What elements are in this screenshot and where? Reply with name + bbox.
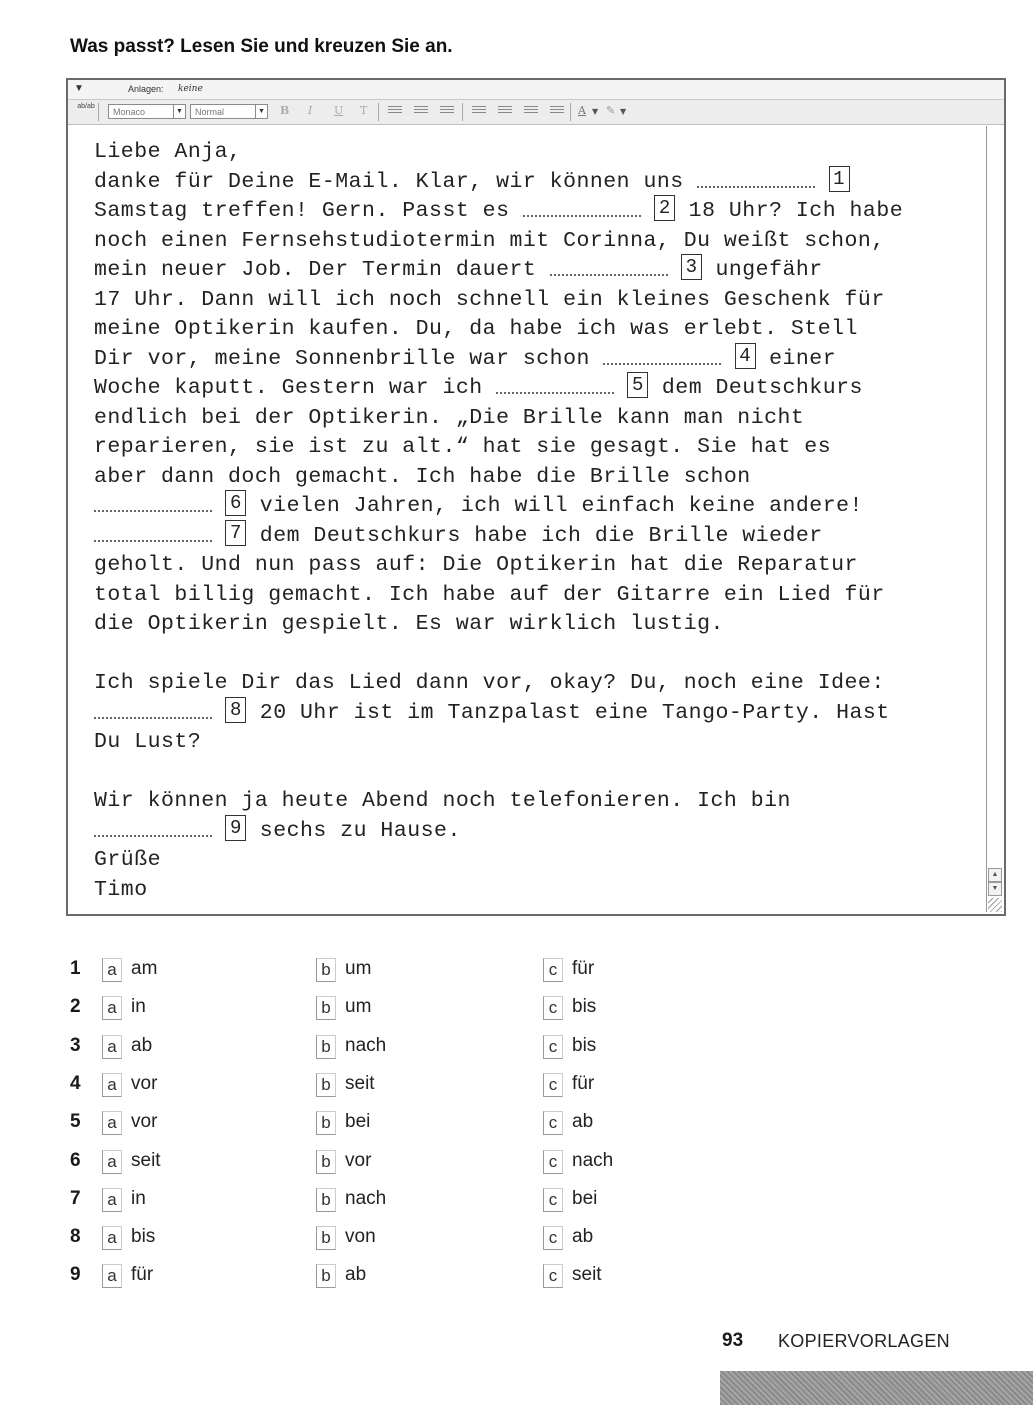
option-checkbox[interactable]: b	[316, 1111, 336, 1135]
option-checkbox[interactable]: a	[102, 1111, 122, 1135]
option-text: für	[131, 1264, 154, 1286]
gap-number-box: 8	[225, 697, 246, 723]
option-text: ab	[572, 1226, 594, 1248]
email-line	[94, 463, 974, 493]
email-line	[94, 728, 974, 758]
option-checkbox[interactable]: b	[316, 958, 336, 982]
option-row	[0, 996, 700, 1026]
email-body[interactable]	[94, 138, 974, 905]
option-checkbox[interactable]: a	[102, 1188, 122, 1212]
email-line	[94, 787, 974, 817]
email-line	[94, 492, 974, 522]
option-checkbox[interactable]: b	[316, 1150, 336, 1174]
option-text: seit	[345, 1072, 375, 1094]
option-choice-c[interactable]	[543, 1264, 602, 1288]
option-checkbox[interactable]: c	[543, 958, 563, 982]
footer-section-label: KOPIERVORLAGEN	[778, 1331, 950, 1351]
option-text: seit	[131, 1149, 161, 1171]
option-checkbox[interactable]: a	[102, 996, 122, 1020]
email-text: sechs zu Hause.	[246, 818, 461, 843]
option-choice-a[interactable]	[102, 1111, 157, 1135]
option-checkbox[interactable]: b	[316, 1035, 336, 1059]
bold-button[interactable]: B	[280, 104, 290, 117]
email-text: 17 Uhr. Dann will ich noch schnell ein kleines Geschenk für	[94, 287, 885, 312]
decrease-indent-icon[interactable]	[524, 106, 538, 117]
option-number: 8	[70, 1226, 81, 1248]
option-choice-a[interactable]	[102, 1264, 153, 1288]
option-checkbox[interactable]: b	[316, 1188, 336, 1212]
attachments-label: Anlagen:	[128, 84, 164, 94]
option-text: für	[572, 958, 595, 979]
scroll-up-icon[interactable]: ▲	[988, 868, 1002, 882]
option-choice-b[interactable]	[316, 958, 371, 982]
size-select-value: Normal	[195, 107, 225, 117]
answer-gap[interactable]	[94, 697, 212, 719]
answer-gap[interactable]	[496, 372, 614, 394]
option-choice-b[interactable]	[316, 1226, 376, 1250]
font-select[interactable]	[108, 104, 186, 119]
disclosure-triangle-icon[interactable]: ▼	[74, 83, 84, 94]
email-line	[94, 315, 974, 345]
option-checkbox[interactable]: a	[102, 958, 122, 982]
option-choice-b[interactable]	[316, 1073, 375, 1097]
email-text: dem Deutschkurs	[648, 376, 863, 400]
option-checkbox[interactable]: c	[543, 1264, 563, 1288]
option-checkbox[interactable]: a	[102, 1226, 122, 1250]
answer-gap[interactable]	[603, 343, 721, 365]
chevron-down-icon: ▼	[173, 105, 185, 118]
option-text: ab	[572, 1111, 594, 1133]
option-checkbox[interactable]: c	[543, 1111, 563, 1135]
email-text: 18 Uhr? Ich habe	[675, 199, 904, 223]
option-text: vor	[131, 1111, 158, 1133]
email-text: die Optikerin gespielt. Es war wirklich lustig.	[94, 612, 724, 636]
email-text: 20 Uhr ist im Tanzpalast eine Tango-Party. Hast	[246, 700, 890, 725]
vertical-scrollbar[interactable]	[986, 126, 1002, 912]
email-text: danke für Deine E-Mail. Klar, wir können uns	[94, 169, 698, 194]
option-text: am	[131, 958, 158, 979]
option-number: 6	[70, 1149, 81, 1171]
option-checkbox[interactable]: a	[102, 1035, 122, 1059]
option-checkbox[interactable]: c	[543, 1073, 563, 1097]
option-choice-c[interactable]	[543, 1150, 613, 1174]
email-line	[94, 168, 974, 198]
option-text: ab	[131, 1034, 153, 1056]
email-text: Ich spiele Dir das Lied dann vor, okay? Du, noch eine Idee:	[94, 671, 885, 695]
email-line	[94, 256, 974, 286]
gap-number-box: 1	[829, 166, 850, 192]
email-line	[94, 758, 974, 788]
option-choice-b[interactable]	[316, 996, 371, 1020]
gap-number-box: 3	[681, 254, 702, 280]
option-row	[0, 1150, 700, 1180]
format-toolbar	[68, 100, 1004, 125]
answer-gap[interactable]	[697, 166, 815, 188]
font-select-value: Monaco	[113, 107, 146, 117]
email-text: dem Deutschkurs habe ich die Brille wieder	[246, 523, 823, 548]
footer-decorative-bar	[720, 1371, 1033, 1405]
email-text: einer	[755, 346, 837, 371]
option-checkbox[interactable]: a	[102, 1150, 122, 1174]
option-checkbox[interactable]: c	[543, 1226, 563, 1250]
bullet-list-icon[interactable]	[498, 106, 512, 117]
gap-number-box: 2	[654, 195, 675, 221]
email-text: ungefähr	[702, 258, 823, 282]
option-checkbox[interactable]: c	[543, 1035, 563, 1059]
option-choice-b[interactable]	[316, 1188, 386, 1212]
gap-number-box: 5	[627, 372, 648, 398]
option-number: 7	[70, 1187, 81, 1209]
email-text: vielen Jahren, ich will einfach keine andere!	[246, 494, 863, 518]
gap-number-box: 4	[735, 343, 756, 369]
scroll-down-icon[interactable]: ▼	[988, 882, 1002, 896]
option-text: vor	[345, 1149, 372, 1171]
answer-gap[interactable]	[94, 490, 212, 512]
exercise-heading: Was passt? Lesen Sie und kreuzen Sie an.	[70, 36, 453, 57]
answer-gap[interactable]	[94, 520, 212, 542]
email-line	[94, 286, 974, 316]
option-row	[0, 1073, 700, 1103]
option-choice-a[interactable]	[102, 1073, 157, 1097]
email-line	[94, 522, 974, 552]
email-window	[66, 78, 1006, 916]
email-text: Liebe Anja,	[94, 140, 242, 164]
plain-text-button[interactable]: T	[360, 104, 368, 117]
align-right-icon[interactable]	[440, 106, 454, 117]
email-line	[94, 345, 974, 375]
highlight-icon[interactable]: ✎	[606, 104, 616, 117]
option-text: nach	[572, 1149, 614, 1171]
option-text: bis	[131, 1226, 156, 1248]
gap-number-box: 9	[225, 815, 246, 841]
option-number: 3	[70, 1034, 81, 1056]
option-row	[0, 958, 700, 988]
option-choice-a[interactable]	[102, 958, 157, 982]
toolbar-divider	[378, 103, 379, 121]
option-choice-c[interactable]	[543, 1073, 594, 1097]
option-text: ab	[345, 1264, 367, 1286]
attachments-value: keine	[178, 84, 203, 94]
option-text: nach	[345, 1034, 387, 1056]
underline-button[interactable]: U	[334, 104, 344, 117]
option-row	[0, 1264, 700, 1294]
option-checkbox[interactable]: c	[543, 996, 563, 1020]
email-line	[94, 699, 974, 729]
email-text: Samstag treffen! Gern. Passt es	[94, 199, 523, 223]
option-text: bei	[345, 1111, 371, 1133]
option-row	[0, 1188, 700, 1218]
email-text: Du Lust?	[94, 730, 202, 754]
answer-gap[interactable]	[523, 195, 641, 217]
email-line	[94, 551, 974, 581]
italic-button[interactable]: I	[308, 104, 313, 117]
option-row	[0, 1111, 700, 1141]
option-text: bis	[572, 1034, 597, 1056]
option-checkbox[interactable]: a	[102, 1073, 122, 1097]
page-number: 93	[722, 1330, 744, 1351]
option-row	[0, 1035, 700, 1065]
answer-gap[interactable]	[550, 254, 668, 276]
option-text: vor	[131, 1072, 158, 1094]
toolbar-divider	[462, 103, 463, 121]
email-text: Grüße	[94, 848, 162, 872]
answer-gap[interactable]	[94, 815, 212, 837]
email-line	[94, 640, 974, 670]
email-line	[94, 846, 974, 876]
option-choice-c[interactable]	[543, 1035, 596, 1059]
option-choice-a[interactable]	[102, 1226, 155, 1250]
option-checkbox[interactable]: b	[316, 996, 336, 1020]
attachments-bar	[68, 80, 1004, 100]
option-choice-a[interactable]	[102, 1035, 152, 1059]
text-style-icon[interactable]: ab/ab	[74, 103, 99, 121]
option-text: in	[131, 996, 146, 1018]
option-choice-c[interactable]	[543, 1188, 597, 1212]
option-choice-c[interactable]	[543, 996, 596, 1020]
option-choice-a[interactable]	[102, 1188, 146, 1212]
email-text: aber dann doch gemacht. Ich habe die Brille schon	[94, 464, 751, 489]
option-text: seit	[572, 1264, 602, 1286]
option-text: in	[131, 1187, 146, 1209]
option-choice-b[interactable]	[316, 1264, 366, 1288]
option-choice-c[interactable]	[543, 958, 594, 982]
gap-number-box: 7	[225, 520, 246, 546]
option-checkbox[interactable]: b	[316, 1226, 336, 1250]
text-color-icon[interactable]: A	[578, 104, 586, 117]
option-text: nach	[345, 1187, 387, 1209]
option-number: 5	[70, 1111, 81, 1133]
email-text: meine Optikerin kaufen. Du, da habe ich was erlebt. Stell	[94, 317, 858, 341]
option-number: 9	[70, 1264, 81, 1286]
option-text: um	[345, 996, 372, 1018]
email-text: Woche kaputt. Gestern war ich	[94, 376, 497, 400]
email-text: Dir vor, meine Sonnenbrille war schon	[94, 346, 604, 371]
option-choice-b[interactable]	[316, 1111, 370, 1135]
option-checkbox[interactable]: b	[316, 1264, 336, 1288]
email-line	[94, 227, 974, 257]
option-checkbox[interactable]: b	[316, 1073, 336, 1097]
option-text: um	[345, 958, 372, 979]
option-row	[0, 1226, 700, 1256]
size-select[interactable]	[190, 104, 268, 119]
numbered-list-icon[interactable]	[472, 106, 486, 117]
option-checkbox[interactable]: a	[102, 1264, 122, 1288]
option-choice-c[interactable]	[543, 1226, 593, 1250]
align-left-icon[interactable]	[388, 106, 402, 117]
email-line	[94, 610, 974, 640]
option-checkbox[interactable]: c	[543, 1150, 563, 1174]
email-line	[94, 138, 974, 168]
option-choice-b[interactable]	[316, 1150, 371, 1174]
option-choice-a[interactable]	[102, 996, 146, 1020]
option-text: von	[345, 1226, 376, 1248]
option-text: bis	[572, 996, 597, 1018]
email-line	[94, 433, 974, 463]
email-text: endlich bei der Optikerin. „Die Brille kann man nicht	[94, 405, 805, 430]
email-text: geholt. Und nun pass auf: Die Optikerin hat die Reparatur	[94, 553, 858, 577]
option-choice-b[interactable]	[316, 1035, 386, 1059]
gap-number-box: 6	[225, 490, 246, 516]
chevron-down-icon[interactable]: ▼	[620, 107, 627, 116]
email-line	[94, 817, 974, 847]
email-line	[94, 374, 974, 404]
resize-grip-icon[interactable]	[988, 898, 1002, 912]
email-line	[94, 404, 974, 434]
option-choice-a[interactable]	[102, 1150, 161, 1174]
email-line	[94, 197, 974, 227]
align-center-icon[interactable]	[414, 106, 428, 117]
email-text: Wir können ja heute Abend noch telefonieren. Ich bin	[94, 789, 791, 813]
option-text: für	[572, 1072, 595, 1094]
option-checkbox[interactable]: c	[543, 1188, 563, 1212]
chevron-down-icon[interactable]: ▼	[592, 107, 599, 116]
email-text: Timo	[94, 877, 148, 902]
email-text: noch einen Fernsehstudiotermin mit Corinna, Du weißt schon,	[94, 228, 885, 253]
option-text: bei	[572, 1187, 598, 1209]
toolbar-divider	[570, 103, 571, 121]
email-text: total billig gemacht. Ich habe auf der Gitarre ein Lied für	[94, 582, 885, 607]
option-number: 2	[70, 996, 81, 1018]
option-number: 4	[70, 1072, 81, 1094]
email-line	[94, 581, 974, 611]
option-number: 1	[70, 958, 81, 979]
email-text: mein neuer Job. Der Termin dauert	[94, 258, 550, 282]
increase-indent-icon[interactable]	[550, 106, 564, 117]
email-text: reparieren, sie ist zu alt.“ hat sie gesagt. Sie hat es	[94, 435, 832, 459]
chevron-down-icon: ▼	[255, 105, 267, 118]
email-line	[94, 669, 974, 699]
option-choice-c[interactable]	[543, 1111, 593, 1135]
email-line	[94, 876, 974, 906]
